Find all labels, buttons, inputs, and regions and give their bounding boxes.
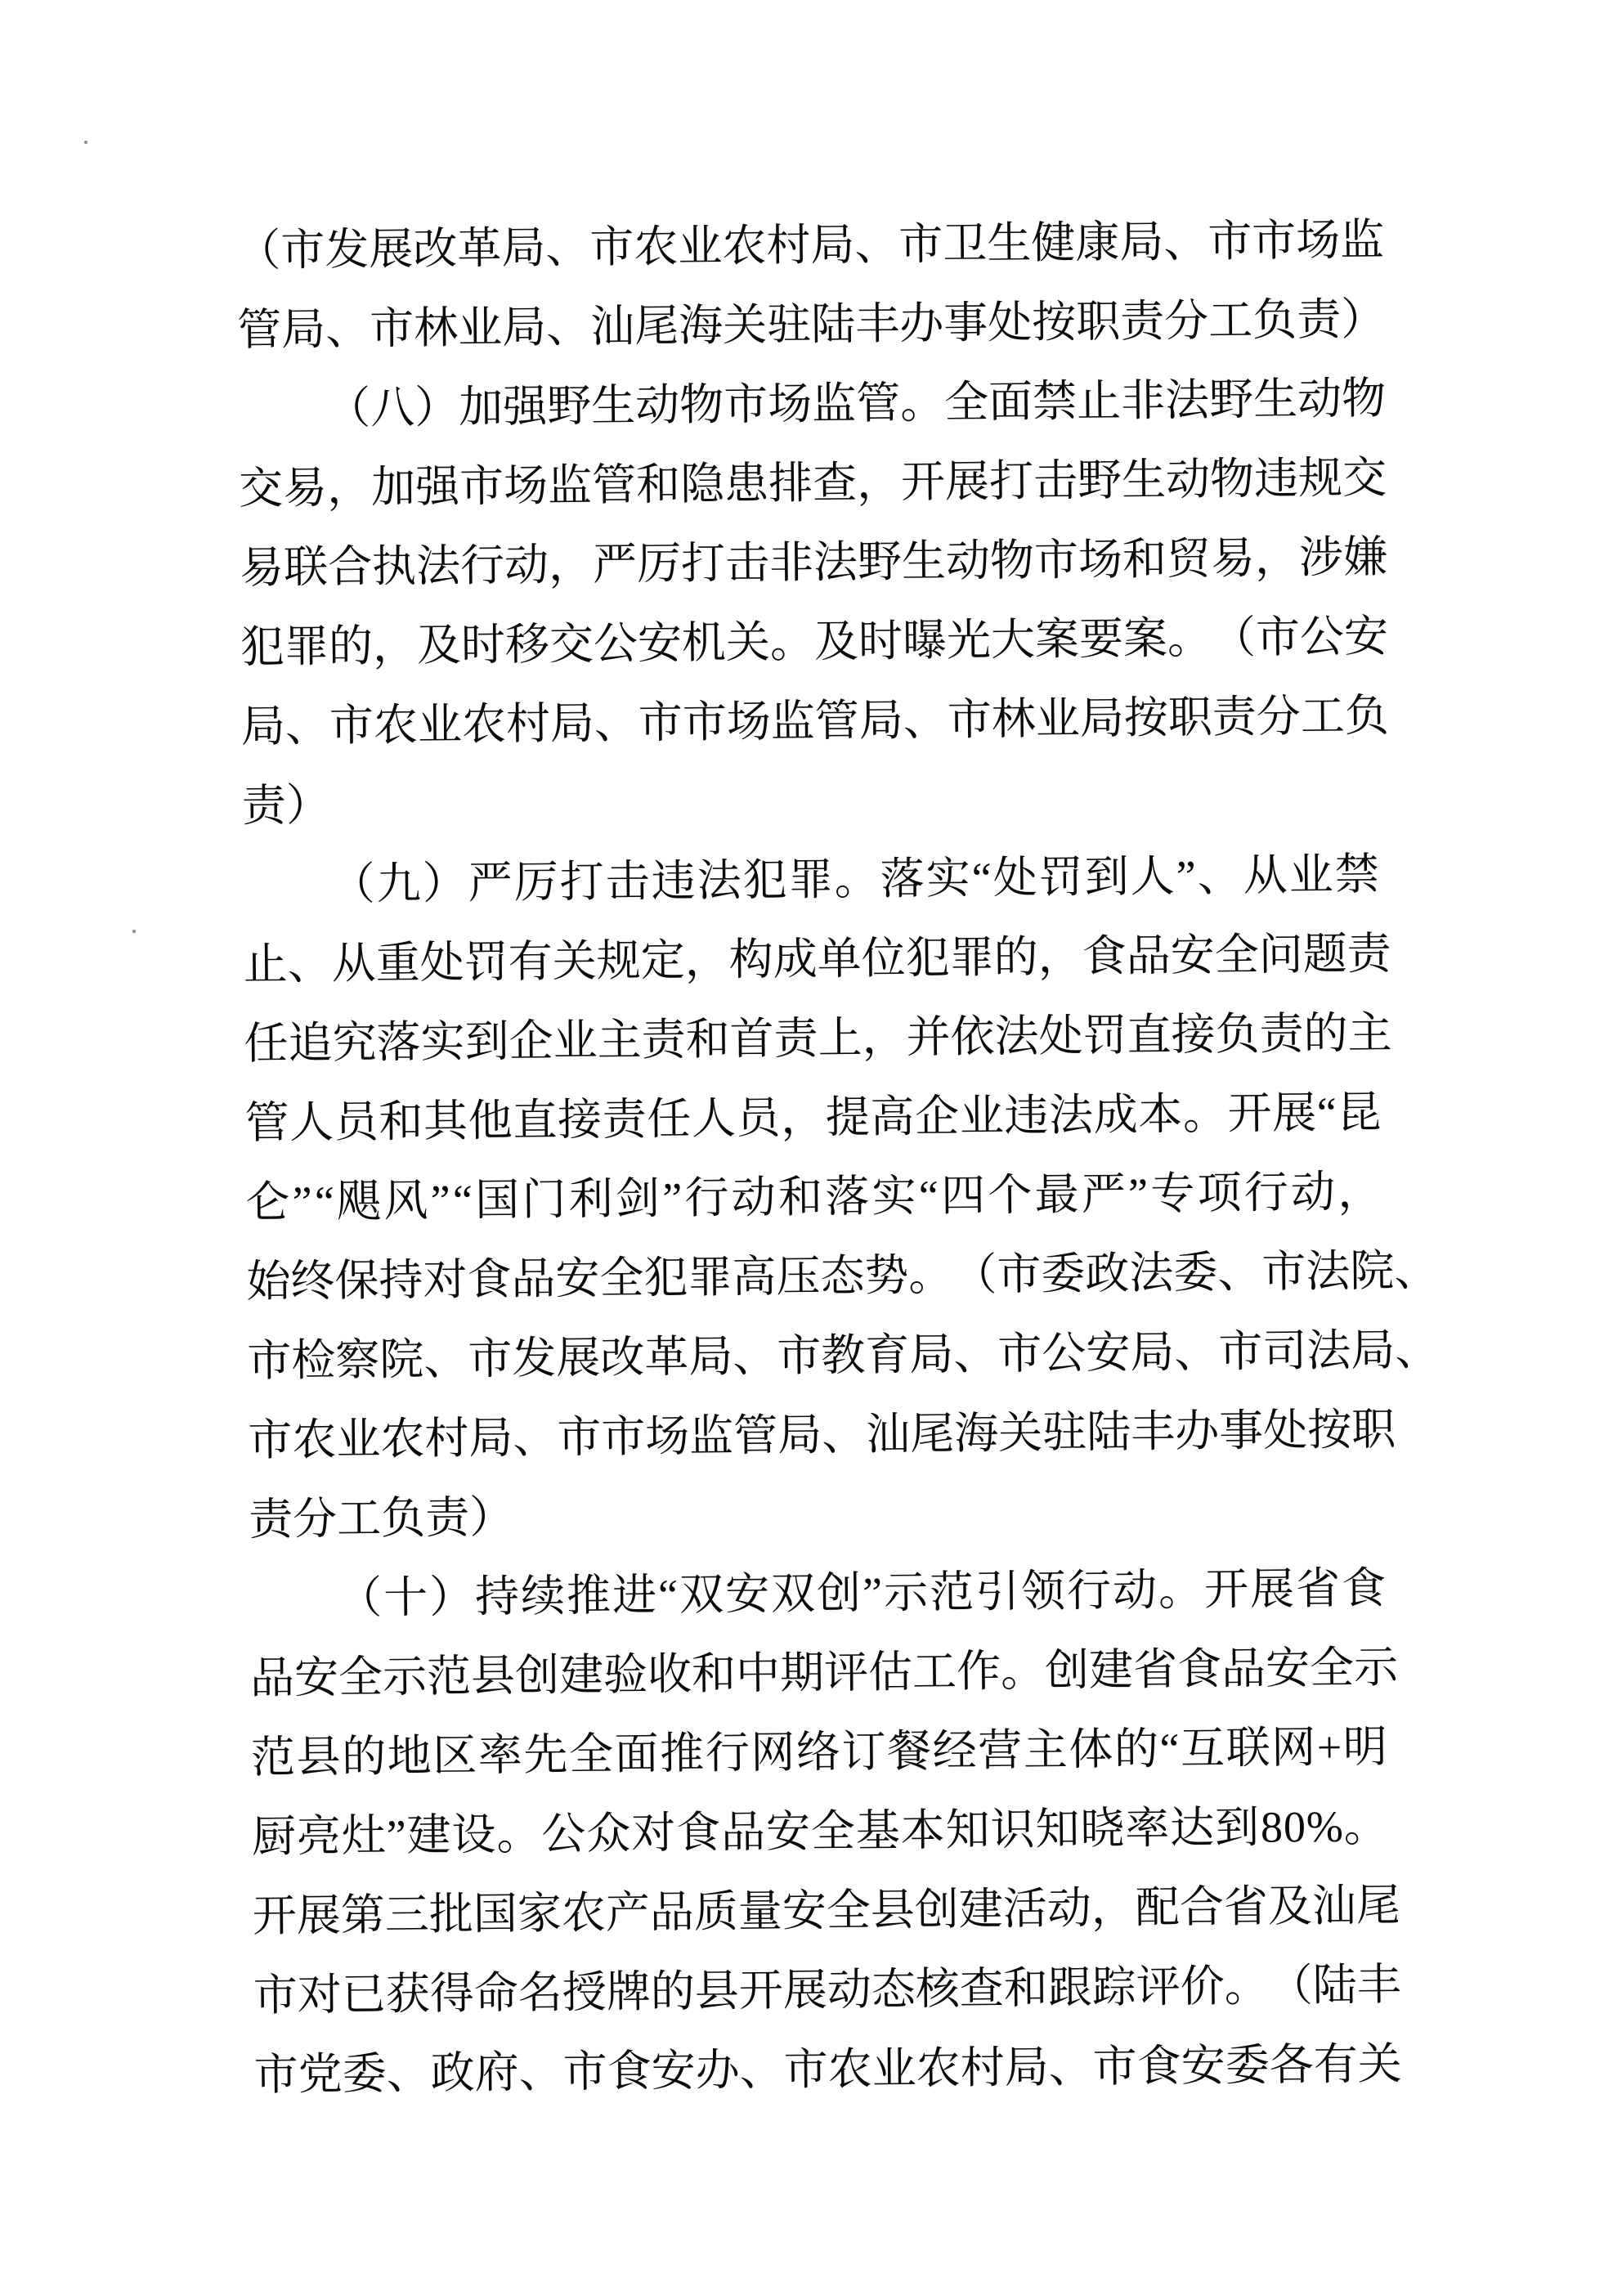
text-line: 厨 亮 灶 ” 建 设 。 公 众 对 食 品 安 全 基 本 知 识 知 晓 率 达 到 8 0 % 。 — [251, 1801, 1389, 1862]
document-body — [236, 200, 1440, 2114]
text-line: 管 人 员 和 其 他 直 接 责 任 人 员 ， 提 高 企 业 违 法 成 本 。 开 展 “ 昆 — [244, 1087, 1382, 1148]
text-line: 开 展 第 三 批 国 家 农 产 品 质 量 安 全 县 创 建 活 动 ， 配 合 省 及 汕 尾 — [252, 1881, 1401, 1941]
text-line: （ 十 ） 持 续 推 进 “ 双 安 双 创 ” 示 范 引 领 行 动 。 开 展 省 食 — [337, 1563, 1387, 1623]
text-line: 市 农 业 农 村 局 、 市 市 场 监 管 局 、 汕 尾 海 关 驻 陆 丰 办 事 处 按 职 — [247, 1405, 1396, 1465]
text-line: 易 联 合 执 法 行 动 ， 严 厉 打 击 非 法 野 生 动 物 市 场 和 贸 易 ， 涉 嫌 — [239, 532, 1388, 593]
text-line: （ 九 ） 严 厉 打 击 违 法 犯 罪 。 落 实 “ 处 罚 到 人 ” 、 从 业 禁 — [330, 850, 1379, 909]
text-line: 局 、 市 农 业 农 村 局 、 市 市 场 监 管 局 、 市 林 业 局 按 职 责 分 工 负 — [240, 691, 1390, 751]
scan-speck — [84, 141, 87, 144]
text-line: 犯 罪 的 ， 及 时 移 交 公 安 机 关 。 及 时 曝 光 大 案 要 案 。 （ 市 公 安 — [240, 612, 1389, 672]
text-line: 责） — [241, 780, 331, 831]
text-line: （ 八 ） 加 强 野 生 动 物 市 场 监 管 。 全 面 禁 止 非 法 野 生 动 物 — [325, 374, 1387, 433]
text-line: 市 检 察 院 、 市 发 展 改 革 局 、 市 教 育 局 、 市 公 安 局 、 市 司 法 局 、 — [247, 1325, 1440, 1386]
text-line: 范 县 的 地 区 率 先 全 面 推 行 网 络 订 餐 经 营 主 体 的 “ 互 联 网 + 明 — [250, 1722, 1388, 1783]
text-line: 市 对 已 获 得 命 名 授 牌 的 县 开 展 动 态 核 查 和 跟 踪 评 价 。 （ 陆 丰 — [253, 1960, 1402, 2020]
text-line: 止 、 从 重 处 罚 有 关 规 定 ， 构 成 单 位 犯 罪 的 ， 食 品 安 全 问 题 责 — [243, 929, 1391, 989]
text-line: （ 市 发 展 改 革 局 、 市 农 业 农 村 局 、 市 卫 生 健 康 局 、 市 市 场 监 — [236, 215, 1385, 276]
text-line: 管 局 、 市 林 业 局 、 汕 尾 海 关 驻 陆 丰 办 事 处 按 职 责 分 工 负 责 ） — [236, 294, 1386, 355]
text-line: 仑 ” “ 飓 风 ” “ 国 门 利 剑 ” 行 动 和 落 实 “ 四 个 最 严 ” 专 项 行 动 ， — [245, 1167, 1382, 1227]
text-line: 任 追 究 落 实 到 企 业 主 责 和 首 责 上 ， 并 依 法 处 罚 直 接 负 责 的 主 — [244, 1008, 1392, 1069]
text-line: 交 易 ， 加 强 市 场 监 管 和 隐 患 排 查 ， 开 展 打 击 野 生 动 物 违 规 交 — [238, 453, 1387, 513]
scan-speck — [132, 930, 136, 933]
text-line: 品 安 全 示 范 县 创 建 验 收 和 中 期 评 估 工 作 。 创 建 省 食 品 安 全 示 — [249, 1643, 1399, 1703]
text-line: 责分工负责） — [248, 1492, 514, 1545]
text-line: 始 终 保 持 对 食 品 安 全 犯 罪 高 压 态 势 。 （ 市 委 政 法 委 、 市 法 院 、 — [246, 1245, 1439, 1307]
text-line: 市 党 委 、 政 府 、 市 食 安 办 、 市 农 业 农 村 局 、 市 食 安 委 各 有 关 — [253, 2039, 1402, 2100]
